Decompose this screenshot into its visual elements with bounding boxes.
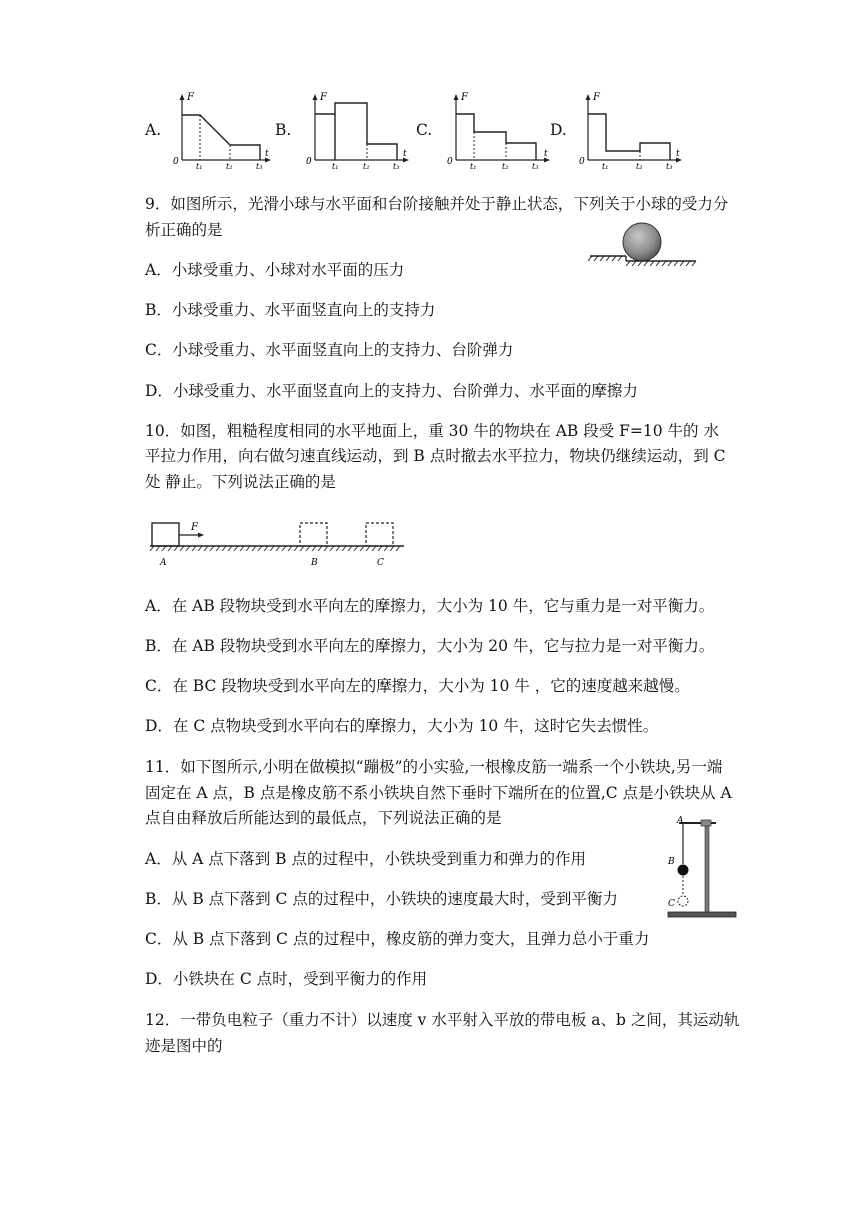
graph-b-axis-x: t [403, 149, 407, 159]
q10-point-a: A [160, 558, 167, 568]
q11-option-d[interactable]: D．小铁块在 C 点时，受到平衡力的作用 [145, 970, 428, 988]
graph-c-axis-y: F [461, 92, 468, 103]
q9-stem-line-1: 9．如图所示，光滑小球与水平面和台阶接触并处于静止状态，下列关于小球的受力分 [145, 195, 729, 213]
q10-stem-line-2: 平拉力作用，向右做匀速直线运动，到 B 点时撤去水平拉力，物块仍继续运动，到 C [145, 447, 726, 465]
q8-graph-c [446, 90, 551, 170]
q9-option-c[interactable]: C．小球受重力、水平面竖直向上的支持力、台阶弹力 [145, 341, 514, 359]
q8-option-a-label[interactable]: A. [145, 121, 162, 139]
graph-a-origin: 0 [173, 157, 179, 167]
graph-c-tick-3: t₃ [532, 162, 539, 171]
q9-option-d[interactable]: D．小球受重力、水平面竖直向上的支持力、台阶弹力、水平面的摩擦力 [145, 382, 638, 400]
q8-option-b-label[interactable]: B. [275, 121, 292, 139]
q10-stem-line-1: 10．如图，粗糙程度相同的水平地面上，重 30 牛的物块在 AB 段受 F=10 牛的 水 [145, 422, 719, 440]
graph-c-tick-2: t₂ [502, 162, 509, 171]
graph-c-axis-x: t [544, 149, 548, 159]
q8-option-d-label[interactable]: D. [550, 121, 567, 139]
q10-force-label: F [191, 522, 198, 533]
q11-stem-line-3: 点自由释放后所能达到的最低点，下列说法正确的是 [145, 809, 502, 827]
graph-d-axis-x: t [676, 149, 680, 159]
graph-c-tick-1: t₁ [470, 162, 477, 171]
q8-graph-d [578, 90, 683, 170]
graph-b-tick-3: t₃ [393, 162, 400, 171]
graph-d-origin: 0 [579, 157, 585, 167]
graph-b-tick-2: t₂ [363, 162, 370, 171]
graph-d-tick-2: t₂ [636, 162, 643, 171]
q8-graph-a [172, 90, 272, 170]
q11-point-a: A [677, 816, 684, 826]
q10-option-b[interactable]: B．在 AB 段物块受到水平向左的摩擦力，大小为 20 牛，它与拉力是一对平衡力。 [145, 637, 715, 655]
q11-point-c: C [668, 899, 675, 909]
graph-b-tick-1: t₁ [332, 162, 339, 171]
q11-stem-line-2: 固定在 A 点，B 点是橡皮筋不系小铁块自然下垂时下端所在的位置,C 点是小铁块从 A [145, 784, 732, 802]
q8-option-c-label[interactable]: C. [416, 121, 433, 139]
graph-b-axis-y: F [320, 92, 327, 103]
q11-point-b: B [668, 857, 675, 867]
graph-d-axis-y: F [593, 92, 600, 103]
q12-stem-line-2: 迹是图中的 [145, 1037, 223, 1055]
q11-option-a[interactable]: A．从 A 点下落到 B 点的过程中，小铁块受到重力和弹力的作用 [145, 850, 586, 868]
q9-option-a[interactable]: A．小球受重力、小球对水平面的压力 [145, 261, 405, 279]
q10-point-c: C [377, 558, 384, 568]
q9-stem-line-2: 析正确的是 [145, 221, 223, 239]
q11-bungee-stand-figure [664, 814, 740, 924]
graph-a-axis-x: t [265, 149, 269, 159]
q12-stem-line-1: 12．一带负电粒子（重力不计）以速度 v 水平射入平放的带电板 a、b 之间，其运动轨 [145, 1011, 740, 1029]
q10-stem-line-3: 处 静止。下列说法正确的是 [145, 473, 336, 491]
graph-a-tick-2: t₂ [226, 162, 233, 171]
q11-option-c[interactable]: C．从 B 点下落到 C 点的过程中，橡皮筋的弹力变大，且弹力总小于重力 [145, 930, 650, 948]
q9-ball-on-step-figure [588, 222, 698, 270]
graph-c-origin: 0 [447, 157, 453, 167]
q11-stem-line-1: 11．如下图所示,小明在做模拟“蹦极”的小实验,一根橡皮筋一端系一个小铁块,另一端 [145, 758, 723, 776]
graph-d-tick-3: t₃ [666, 162, 673, 171]
graph-b-origin: 0 [306, 157, 312, 167]
q8-graph-b [305, 90, 410, 170]
q10-option-d[interactable]: D．在 C 点物块受到水平向右的摩擦力，大小为 10 牛，这时它失去惯性。 [145, 717, 659, 735]
graph-a-tick-1: t₁ [196, 162, 203, 171]
graph-a-axis-y: F [187, 92, 194, 103]
q9-option-b[interactable]: B．小球受重力、水平面竖直向上的支持力 [145, 301, 436, 319]
q10-option-c[interactable]: C．在 BC 段物块受到水平向左的摩擦力，大小为 10 牛 ，它的速度越来越慢。 [145, 677, 690, 695]
q10-block-on-ground-figure [148, 518, 408, 570]
q11-option-b[interactable]: B．从 B 点下落到 C 点的过程中，小铁块的速度最大时，受到平衡力 [145, 890, 618, 908]
graph-d-tick-1: t₁ [602, 162, 609, 171]
q10-option-a[interactable]: A．在 AB 段物块受到水平向左的摩擦力，大小为 10 牛，它与重力是一对平衡力。 [145, 597, 715, 615]
graph-a-tick-3: t₃ [256, 162, 263, 171]
q10-point-b: B [311, 558, 318, 568]
